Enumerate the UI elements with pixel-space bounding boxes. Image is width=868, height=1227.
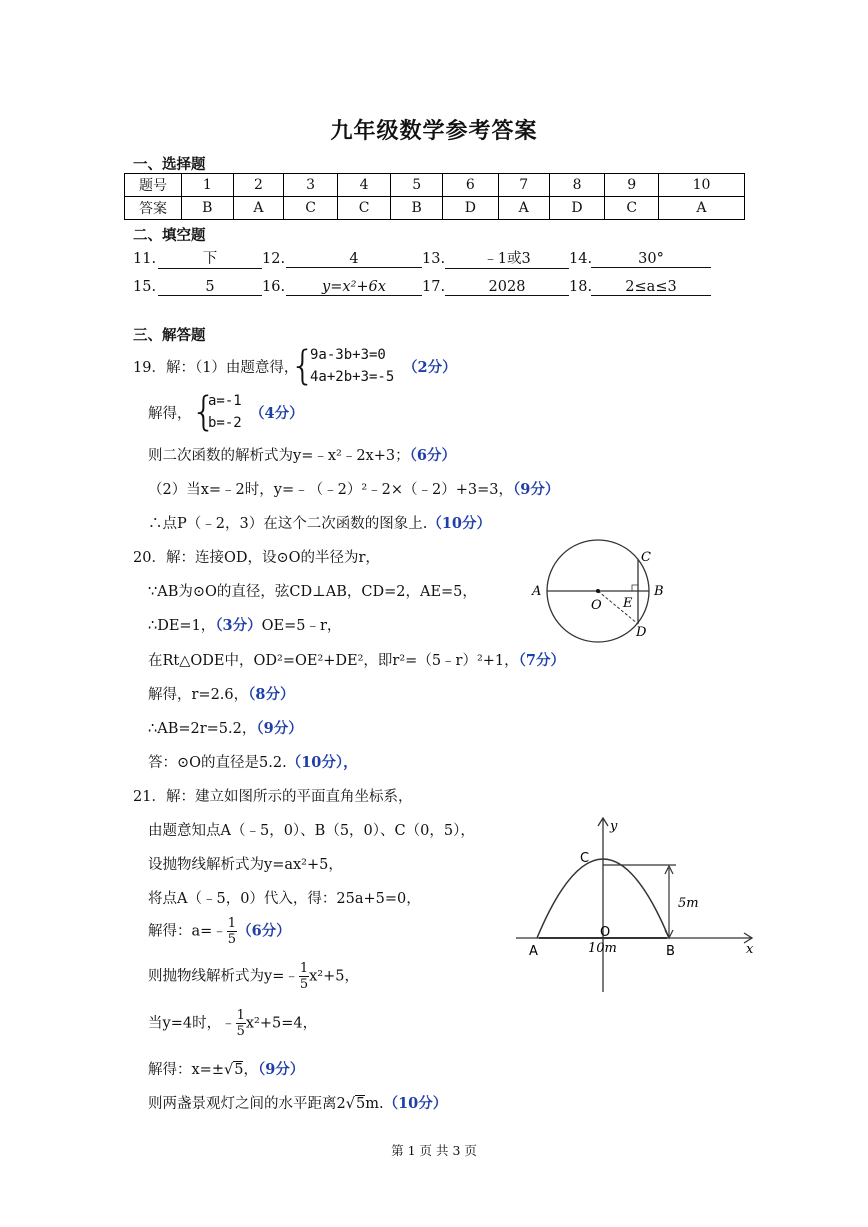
points-label: （4分） — [250, 405, 304, 422]
item-number: 15. — [133, 279, 157, 295]
q20-text: ∴AB=2r=5.2， — [148, 721, 257, 737]
comma: ， — [243, 1062, 258, 1078]
q21-line8 — [148, 1058, 304, 1079]
fraction-numerator: 1 — [227, 916, 237, 931]
fraction-numerator: 1 — [299, 961, 309, 976]
table-cell: A — [658, 197, 744, 220]
equation-system — [310, 344, 394, 388]
label-a: A — [529, 944, 538, 959]
q19-line3 — [148, 444, 456, 465]
q20-text: 在Rt△ODE中，OD²=OE²+DE²，即r²=（5﹣r）²+1， — [148, 653, 519, 669]
table-cell: 3 — [284, 174, 338, 197]
q20-text: 20．解：连接OD，设⊙O的半径为r， — [133, 550, 380, 566]
sqrt-value: 5 — [355, 1096, 366, 1112]
fraction — [236, 1008, 246, 1039]
points-label: （8分） — [248, 686, 295, 703]
points-label: （9分） — [256, 720, 303, 737]
table-cell: B — [391, 197, 443, 220]
answer-blank: 2≤a≤3 — [591, 279, 711, 296]
equation: 4a+2b+3=-5 — [310, 369, 395, 385]
answer-blank: 4 — [286, 251, 422, 268]
center-point — [596, 589, 600, 593]
table-cell: D — [442, 197, 498, 220]
equation: a=-1 — [208, 393, 242, 409]
sqrt-icon: √ — [223, 1062, 234, 1078]
answer-blank: 下 — [158, 247, 262, 269]
row-label: 题号 — [125, 174, 182, 197]
label-b: B — [654, 584, 664, 599]
q20-line6 — [148, 717, 303, 738]
q21-text: 解得：a=﹣ — [148, 923, 227, 940]
table-cell: C — [605, 197, 659, 220]
label-d: D — [636, 625, 647, 640]
q20-line7 — [148, 751, 358, 772]
table-cell: B — [182, 197, 234, 220]
q21-text: 设抛物线解析式为y=ax²+5， — [148, 857, 343, 873]
right-angle-mark — [632, 585, 638, 591]
q19-line4 — [148, 478, 559, 499]
circle-figure — [525, 538, 675, 644]
fraction-denominator: 5 — [299, 977, 309, 992]
page-title: 九年级数学参考答案 — [330, 119, 538, 144]
sqrt-icon: √ — [345, 1096, 355, 1112]
points-label: （6分） — [237, 922, 291, 940]
q19-line1 — [133, 356, 298, 377]
table-cell: 2 — [233, 174, 284, 197]
fraction-denominator: 5 — [236, 1024, 245, 1039]
section-heading-choice: 一、选择题 — [133, 157, 206, 173]
item-number: 13. — [422, 251, 446, 267]
q21-text: 则抛物线解析式为y=﹣ — [148, 968, 299, 985]
points-label: （10分） — [383, 1095, 448, 1112]
table-cell: 7 — [498, 174, 549, 197]
label-width: 10m — [588, 941, 617, 956]
points-label: （2分） — [403, 359, 457, 376]
q21-text: 则两盏景观灯之间的水平距离2 — [148, 1096, 346, 1112]
q21-line5 — [148, 916, 291, 947]
fraction — [299, 961, 309, 992]
label-o: O — [600, 925, 611, 940]
table-cell: 6 — [442, 174, 498, 197]
table-cell: A — [498, 197, 549, 220]
q20-line5 — [148, 683, 294, 704]
item-number: 16. — [262, 279, 286, 295]
q21-text: 21．解：建立如图所示的平面直角坐标系， — [133, 789, 413, 805]
points-label: （10分） — [427, 515, 492, 532]
q19-line5 — [148, 512, 491, 533]
item-number: 11. — [133, 251, 157, 267]
page-footer: 第 1 页 共 3 页 — [391, 1143, 477, 1158]
table-cell: 9 — [605, 174, 659, 197]
q20-line4 — [148, 649, 565, 670]
fraction — [227, 916, 237, 947]
label-e: E — [623, 596, 633, 611]
points-label: （9分） — [257, 1061, 305, 1078]
table-cell: 4 — [337, 174, 391, 197]
table-cell: 5 — [391, 174, 443, 197]
label-a: A — [532, 584, 542, 599]
answer-blank: 30° — [591, 251, 711, 268]
q21-line6 — [148, 961, 359, 992]
table-cell: 1 — [182, 174, 234, 197]
answer-table — [124, 173, 745, 220]
item-number: 17. — [422, 279, 446, 295]
equation: b=-2 — [208, 415, 242, 431]
item-number: 18. — [569, 279, 593, 295]
label-height: 5m — [678, 896, 699, 911]
table-cell: 8 — [549, 174, 605, 197]
table-cell: D — [549, 197, 605, 220]
q21-text: x²+5， — [309, 968, 359, 985]
q21-line7 — [148, 1008, 317, 1039]
points-label: （7分） — [518, 652, 566, 669]
q21-text: x²+5=4， — [245, 1015, 318, 1032]
brace-icon: { — [191, 389, 217, 435]
label-c: C — [580, 851, 590, 866]
section-heading-fill: 二、填空题 — [133, 228, 206, 244]
item-number: 14. — [569, 251, 593, 267]
q19-text: 解得， — [148, 406, 192, 422]
section-heading-solve: 三、解答题 — [133, 328, 206, 344]
q21-text: 解得：x=± — [148, 1062, 224, 1078]
q20-line3 — [148, 614, 341, 635]
label-b: B — [666, 944, 675, 959]
answer-blank: 2028 — [445, 279, 569, 296]
q19-text: 19．解：（1）由题意得， — [133, 360, 299, 376]
fill-row-1 — [133, 247, 711, 269]
parabola-figure — [512, 814, 762, 996]
table-cell: 10 — [658, 174, 744, 197]
brace-icon: { — [290, 343, 316, 389]
points-label: （3分） — [215, 617, 262, 634]
row-label: 答案 — [125, 197, 182, 220]
q20-text: ∴DE=1， — [148, 618, 216, 634]
q20-text: OE=5﹣r， — [261, 618, 342, 634]
q19-text: ∴点P（﹣2，3）在这个二次函数的图象上. — [148, 516, 428, 532]
item-number: 12. — [262, 251, 286, 267]
table-row — [125, 174, 745, 197]
points-label: （9分） — [513, 481, 560, 498]
q20-text: 解得，r=2.6， — [148, 687, 249, 703]
fraction-numerator: 1 — [236, 1008, 245, 1023]
q21-line9 — [148, 1092, 447, 1113]
table-row — [125, 197, 745, 220]
answer-blank: ﹣1或3 — [445, 247, 569, 269]
label-c: C — [641, 550, 651, 565]
fill-row-2 — [133, 279, 711, 296]
label-x: x — [746, 942, 754, 957]
q19-text: （2）当x=﹣2时，y=﹣（﹣2）²﹣2×（﹣2）+3=3， — [148, 482, 514, 498]
label-y: y — [610, 819, 618, 834]
points-label: （6分） — [409, 447, 456, 464]
q20-text: ∵AB为⊙O的直径，弦CD⊥AB，CD=2，AE=5， — [148, 584, 477, 600]
fraction-denominator: 5 — [227, 932, 237, 947]
points-label: （10分）， — [286, 754, 358, 771]
answer-blank: 5 — [158, 279, 262, 296]
equation-system — [208, 390, 242, 434]
table-cell: A — [233, 197, 284, 220]
q19-text: 则二次函数的解析式为y=﹣x²﹣2x+3； — [148, 448, 410, 464]
q21-text: m. — [365, 1096, 384, 1112]
table-cell: C — [337, 197, 391, 220]
q21-text: 由题意知点A（﹣5，0）、B（5，0）、C（0，5）， — [148, 823, 475, 839]
answer-blank: y=x²+6x — [286, 279, 422, 296]
q21-text: 将点A（﹣5，0）代入，得：25a+5=0， — [148, 891, 421, 907]
table-cell: C — [284, 197, 338, 220]
equation: 9a-3b+3=0 — [310, 347, 386, 363]
label-o: O — [591, 598, 602, 613]
q21-text: 当y=4时，﹣ — [148, 1015, 236, 1032]
sqrt-value: 5 — [234, 1062, 244, 1078]
q20-text: 答：⊙O的直径是5.2. — [148, 755, 287, 771]
